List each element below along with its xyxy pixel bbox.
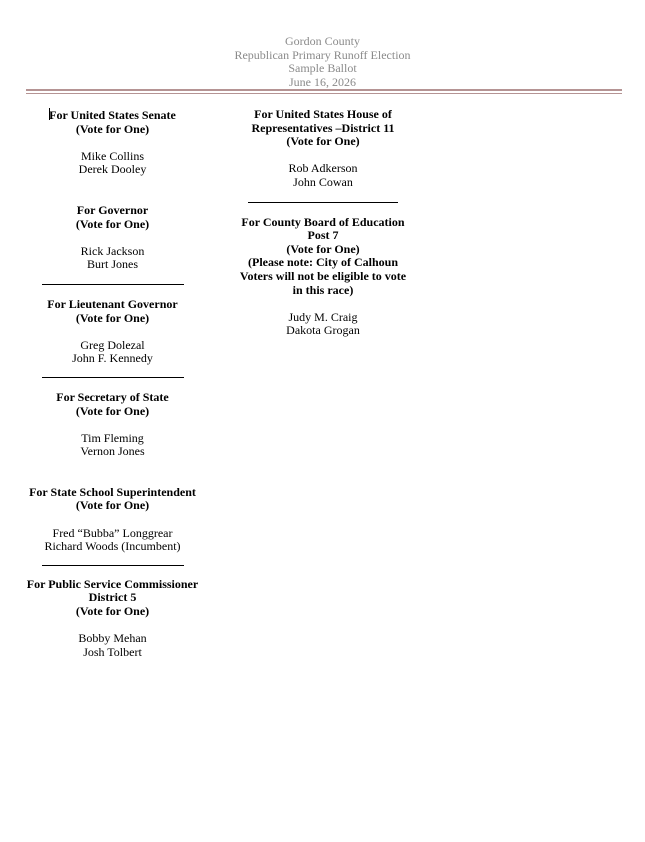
candidate: Rick Jackson — [80, 243, 145, 258]
candidate: Bobby Mehan — [78, 631, 147, 646]
ballot-header — [0, 35, 645, 89]
ballot-type: Sample Ballot — [288, 61, 357, 75]
header-divider-thick — [26, 89, 622, 91]
race-subtitle: District 5 — [88, 590, 137, 605]
race-title: For Lieutenant Governor — [47, 296, 178, 311]
candidate: Greg Dolezal — [80, 337, 145, 352]
race-subtitle: Representatives –District 11 — [251, 120, 395, 135]
right-column — [228, 108, 418, 338]
candidate: Derek Dooley — [78, 162, 147, 177]
vote-instruction: (Vote for One) — [286, 241, 360, 256]
race-title: For United States House of — [254, 107, 392, 121]
race-title: For United States Senate — [49, 108, 176, 122]
candidate: Tim Fleming — [81, 430, 144, 445]
race-county-board-of-education — [228, 216, 418, 338]
race-public-service-commissioner — [20, 578, 205, 660]
vote-instruction: (Vote for One) — [75, 604, 150, 619]
race-subtitle: Post 7 — [307, 228, 339, 243]
election-date: June 16, 2026 — [289, 74, 356, 89]
election-name: Republican Primary Runoff Election — [234, 47, 411, 62]
race-note: Voters will not be eligible to vote — [239, 268, 407, 283]
candidate: Rob Adkerson — [288, 161, 358, 176]
left-column — [20, 108, 205, 659]
race-state-school-superintendent — [20, 486, 205, 554]
race-governor — [20, 204, 205, 272]
vote-instruction: (Vote for One) — [286, 134, 360, 149]
candidate: Burt Jones — [87, 257, 138, 272]
county-name: Gordon County — [285, 34, 360, 48]
race-title: For State School Superintendent — [29, 484, 196, 499]
vote-instruction: (Vote for One) — [75, 216, 150, 231]
race-title: For Secretary of State — [56, 389, 169, 404]
race-title: For County Board of Education — [241, 214, 405, 229]
race-note: in this race) — [292, 282, 354, 297]
race-secretary-of-state — [20, 391, 205, 459]
candidate: Josh Tolbert — [83, 644, 142, 659]
candidate: Judy M. Craig — [288, 309, 358, 324]
race-us-house — [228, 108, 418, 190]
vote-instruction: (Vote for One) — [75, 121, 150, 136]
candidate: John F. Kennedy — [72, 351, 153, 366]
race-title: For Public Service Commissioner — [26, 576, 199, 591]
vote-instruction: (Vote for One) — [75, 498, 150, 513]
candidate: John Cowan — [293, 174, 353, 189]
race-lieutenant-governor — [20, 298, 205, 366]
race-title: For Governor — [76, 202, 149, 217]
candidate: Dakota Grogan — [286, 323, 360, 338]
header-divider-thin — [26, 93, 622, 94]
vote-instruction: (Vote for One) — [75, 403, 150, 418]
vote-instruction: (Vote for One) — [75, 310, 150, 325]
candidate: Fred “Bubba” Longgrear — [52, 525, 173, 540]
race-note: (Please note: City of Calhoun — [248, 255, 398, 270]
race-us-senate — [20, 108, 205, 177]
candidate: Mike Collins — [80, 148, 144, 163]
candidate: Vernon Jones — [80, 444, 145, 459]
candidate: Richard Woods (Incumbent) — [44, 539, 181, 554]
